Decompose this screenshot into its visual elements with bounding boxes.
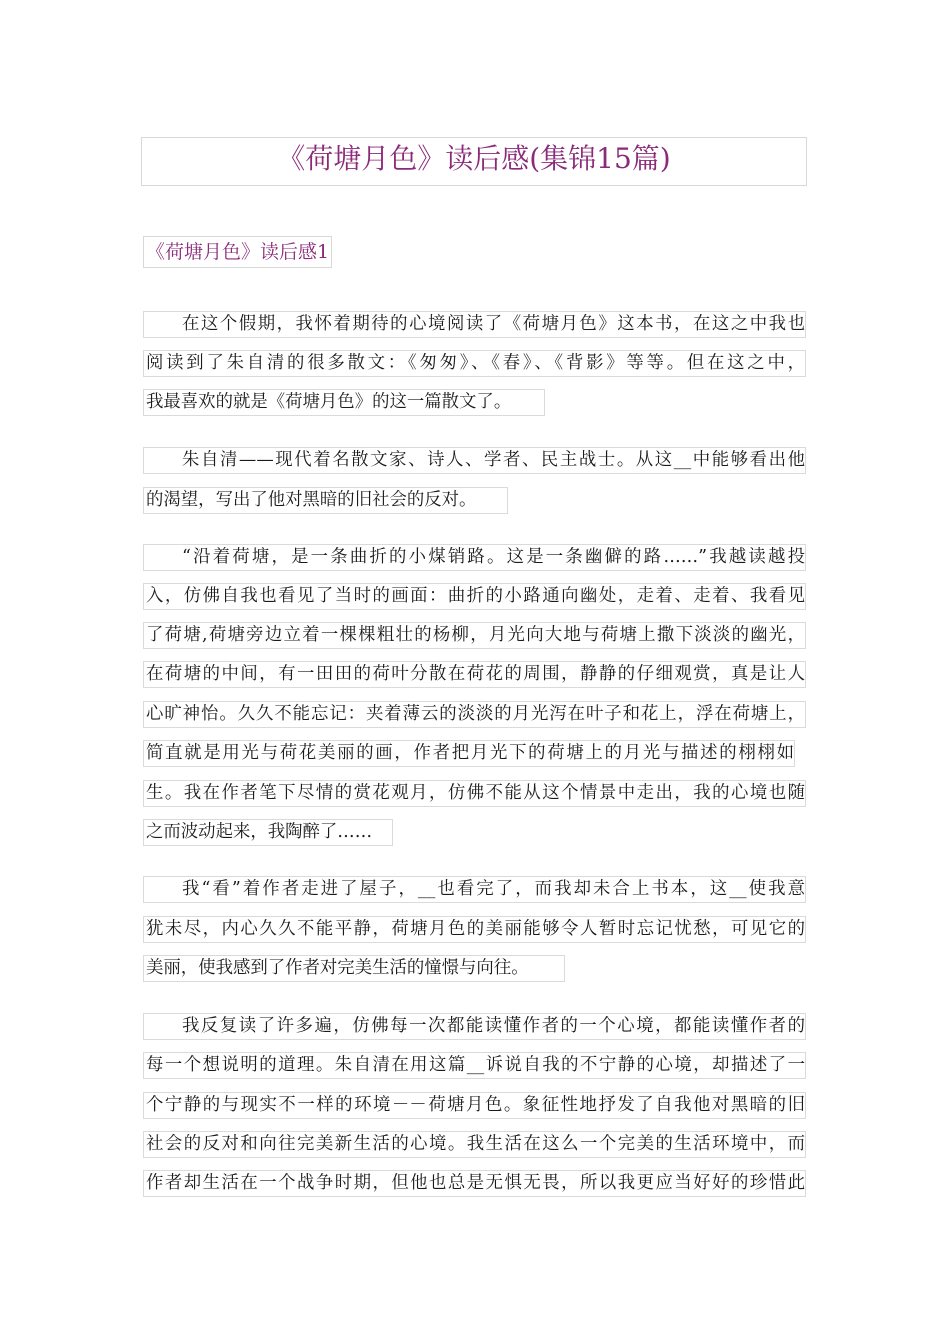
text-line: 生。我在作者笔下尽情的赏花观月，仿佛不能从这个情景中走出，我的心境也随	[143, 780, 806, 807]
text-line: 我“看”着作者走进了屋子，__也看完了，而我却未合上书本，这__使我意	[143, 876, 806, 903]
text-line: 我反复读了许多遍，仿佛每一次都能读懂作者的一个心境，都能读懂作者的	[143, 1013, 806, 1040]
text-line: 美丽，使我感到了作者对完美生活的憧憬与向往。	[143, 955, 565, 982]
page-title: 《荷塘月色》读后感(集锦15篇)	[141, 137, 807, 186]
text-line: 简直就是用光与荷花美丽的画，作者把月光下的荷塘上的月光与描述的栩栩如	[143, 740, 795, 767]
text-line: 入，仿佛自我也看见了当时的画面：曲折的小路通向幽处，走着、走着、我看见	[143, 583, 806, 610]
text-line: 心旷神怡。久久不能忘记：夹着薄云的淡淡的月光泻在叶子和花上，浮在荷塘上，	[143, 701, 806, 728]
text-line: 个宁静的与现实不一样的环境－－荷塘月色。象征性地抒发了自我他对黑暗的旧	[143, 1092, 806, 1119]
text-line: 犹未尽，内心久久不能平静，荷塘月色的美丽能够令人暂时忘记忧愁，可见它的	[143, 916, 806, 943]
text-line: 之而波动起来，我陶醉了……	[143, 819, 393, 846]
text-line: 每一个想说明的道理。朱自清在用这篇__诉说自我的不宁静的心境，却描述了一	[143, 1052, 806, 1079]
text-line: 社会的反对和向往完美新生活的心境。我生活在这么一个完美的生活环境中，而	[143, 1131, 806, 1158]
text-line: 了荷塘,荷塘旁边立着一棵棵粗壮的杨柳，月光向大地与荷塘上撒下淡淡的幽光，	[143, 622, 806, 649]
text-line: 的渴望，写出了他对黑暗的旧社会的反对。	[143, 487, 508, 514]
text-line: “沿着荷塘，是一条曲折的小煤销路。这是一条幽僻的路……”我越读越投	[143, 544, 806, 571]
text-line: 作者却生活在一个战争时期，但他也总是无惧无畏，所以我更应当好好的珍惜此	[143, 1170, 806, 1197]
text-line: 朱自清——现代着名散文家、诗人、学者、民主战士。从这__中能够看出他	[143, 447, 806, 474]
text-line: 在荷塘的中间，有一田田的荷叶分散在荷花的周围，静静的仔细观赏，真是让人	[143, 661, 806, 688]
section-heading: 《荷塘月色》读后感1	[143, 236, 332, 268]
text-line: 在这个假期，我怀着期待的心境阅读了《荷塘月色》这本书，在这之中我也	[143, 311, 806, 338]
text-line: 我最喜欢的就是《荷塘月色》的这一篇散文了。	[143, 389, 545, 416]
text-line: 阅读到了朱自清的很多散文：《匆匆》、《春》、《背影》等等。但在这之中，	[143, 350, 806, 377]
